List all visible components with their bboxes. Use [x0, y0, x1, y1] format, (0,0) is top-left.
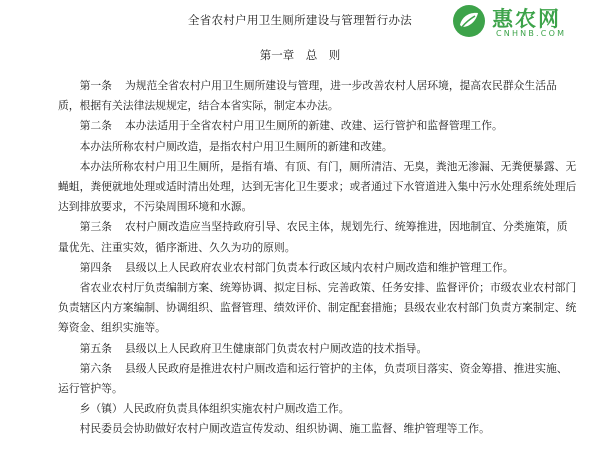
article-number: 第四条	[79, 260, 112, 274]
paragraph-text: 县级以上人民政府农业农村部门负责本行政区域内农村户厕改造和维护管理工作。	[124, 260, 514, 274]
article-number: 第五条	[79, 341, 112, 355]
paragraph-text: 本办法适用于全省农村户用卫生厕所的新建、改建、运行管护和监督管理工作。	[124, 119, 503, 133]
article-number: 第六条	[79, 361, 112, 375]
paragraph-text: 乡（镇）人民政府负责具体组织实施农村户厕改造工作。	[79, 402, 350, 416]
document-body	[58, 76, 578, 440]
paragraph	[58, 157, 578, 218]
paragraph	[58, 359, 578, 399]
paragraph-text: 县级人民政府是推进农村户厕改造和运行管护的主体，负责项目落实、资金筹措、推进实施、运行管护等。	[58, 361, 568, 396]
article-number: 第三条	[79, 220, 112, 234]
paragraph-text: 农村户厕改造应当坚持政府引导、农民主体，规划先行、统筹推进，因地制宜、分类施策，质量优先、注重实效，循序渐进、久久为功的原则。	[58, 220, 568, 254]
paragraph-text: 县级以上人民政府卫生健康部门负责农村户厕改造的技术指导。	[124, 341, 428, 355]
paragraph	[58, 137, 578, 157]
chapter-heading: 第一章 总 则	[259, 48, 341, 62]
paragraph	[58, 339, 578, 359]
watermark-name: 惠农网	[492, 7, 561, 31]
paragraph-text: 省农业农村厅负责编制方案、统筹协调、拟定目标、完善政策、任务安排、监督评价；市级农业农村部门负责辖区内方案编制、协调组织、监督管理、绩效评价、制定配套措施；县级农业农村部门负责方案制定、统筹资金、组织实施等。	[58, 281, 577, 335]
paragraph	[58, 399, 578, 419]
paragraph	[58, 258, 578, 278]
article-number: 第一条	[79, 79, 112, 92]
paragraph	[58, 419, 578, 439]
document-title: 全省农村户用卫生厕所建设与管理暂行办法	[187, 13, 413, 27]
watermark-url: CNHNB.COM	[496, 29, 567, 38]
paragraph-text: 为规范全省农村户用卫生厕所建设与管理，进一步改善农村人居环境，提高农民群众生活品质，根据有关法律法规规定，结合本省实际，制定本办法。	[58, 79, 557, 113]
article-number: 第二条	[79, 119, 112, 133]
paragraph-text: 本办法所称农村户厕改造，是指农村户用卫生厕所的新建和改建。	[79, 139, 393, 153]
paragraph	[58, 278, 578, 339]
paragraph	[58, 217, 578, 257]
paragraph-text: 村民委员会协助做好农村户厕改造宣传发动、组织协调、施工监督、维护管理等工作。	[79, 422, 490, 436]
paragraph-text: 本办法所称农村户用卫生厕所，是指有墙、有顶、有门，厕所清洁、无臭，粪池无渗漏、无粪便暴露、无蝇蛆，粪便就地处理或适时清出处理，达到无害化卫生要求；或者通过下水管道进入集中污水处理系统处理后达到排放要求，不污染周围环境和水源。	[58, 159, 577, 214]
paragraph	[58, 76, 578, 116]
paragraph	[58, 116, 578, 136]
